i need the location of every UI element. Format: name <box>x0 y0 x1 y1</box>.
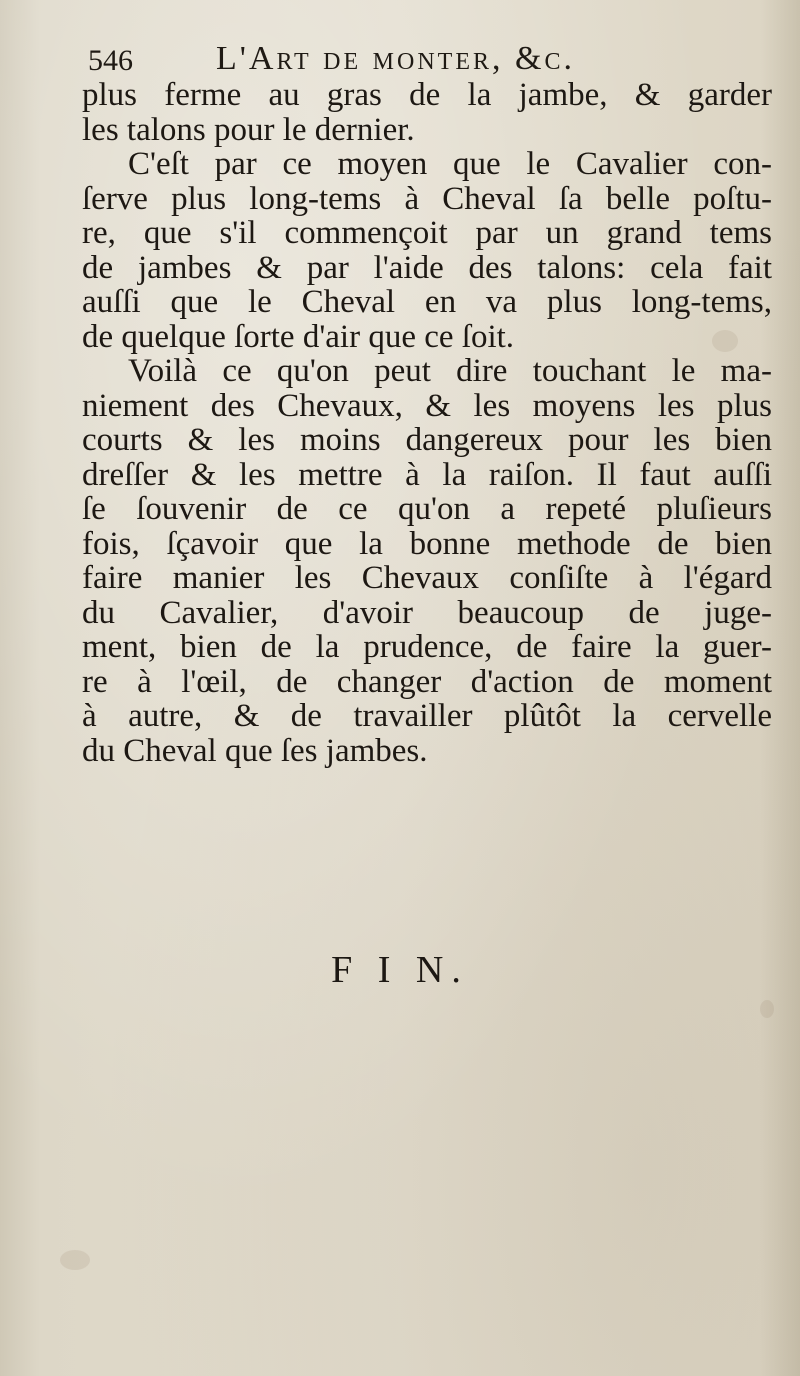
text-line: courts & les moins dangereux pour les bien <box>82 422 772 458</box>
text-line: ſe ſouvenir de ce qu'on a repeté pluſieurs <box>82 491 772 527</box>
text-line: à autre, & de travailler plûtôt la cervelle <box>82 698 772 734</box>
text-line: ment, bien de la prudence, de faire la guer- <box>82 629 772 665</box>
text-line: de jambes & par l'aide des talons: cela fait <box>82 249 772 286</box>
text-line: re à l'œil, de changer d'action de moment <box>82 663 772 700</box>
text-line: auſſi que le Cheval en va plus long-tems, <box>82 284 772 320</box>
text-line: du Cavalier, d'avoir beaucoup de juge- <box>82 594 772 631</box>
text-line: Voilà ce qu'on peut dire touchant le ma- <box>128 353 772 389</box>
body-text <box>82 78 772 768</box>
text-line: fois, ſçavoir que la bonne methode de bien <box>82 525 772 562</box>
paper-stain <box>760 1000 774 1018</box>
text-line: dreſſer & les mettre à la raiſon. Il faut auſſi <box>82 456 772 493</box>
text-line: re, que s'il commençoit par un grand tems <box>82 215 772 251</box>
text-line: ſerve plus long-tems à Cheval ſa belle poſtu- <box>82 180 772 217</box>
text-line: plus ferme au gras de la jambe, & garder <box>82 77 772 113</box>
text-line: niement des Chevaux, & les moyens les plus <box>82 387 772 424</box>
paper-stain <box>60 1250 90 1270</box>
page-number: 546 <box>88 44 133 77</box>
text-line: C'eſt par ce moyen que le Cavalier con- <box>128 146 772 182</box>
running-title: L'Art de monter, &c. <box>216 40 575 77</box>
fin-label: F I N. <box>331 949 469 991</box>
text-line: faire manier les Chevaux conſiſte à l'égard <box>82 560 772 596</box>
text-line: du Cheval que ſes jambes. <box>82 732 428 769</box>
text-line: les talons pour le dernier. <box>82 111 415 148</box>
text-line: de quelque ſorte d'air que ce ſoit. <box>82 318 515 355</box>
